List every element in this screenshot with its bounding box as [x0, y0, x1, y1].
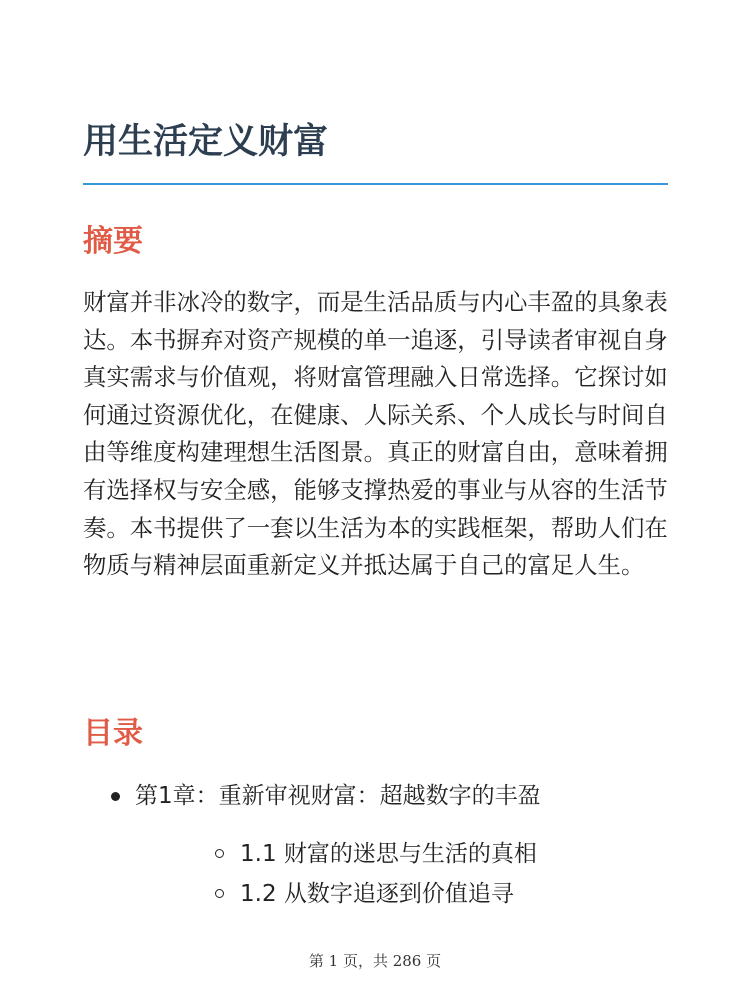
- toc-section-label: 1.1 财富的迷思与生活的真相: [240, 841, 537, 867]
- toc-heading: 目录: [83, 716, 143, 751]
- abstract-text: 财富并非冰冷的数字，而是生活品质与内心丰盈的具象表达。本书摒弃对资产规模的单一追逐，引导读者审视自身真实需求与价值观，将财富管理融入日常选择。它探讨如何通过资源优化，在健康、人际关系、个人成长与时间自由等维度构建理想生活图景。真正的财富自由，意味着拥有选择权与安全感，能够支撑热爱的事业与从容的生活节奏。本书提供了一套以生活为本的实践框架，帮助人们在物质与精神层面重新定义并抵达属于自己的富足人生。: [83, 288, 668, 580]
- toc-section-1-2: [135, 874, 668, 914]
- toc-chapter-label: 第1章：重新审视财富：超越数字的丰盈: [135, 783, 541, 809]
- toc-section-label: 1.2 从数字追逐到价值追寻: [240, 881, 514, 907]
- toc-chapter-1: [83, 776, 668, 914]
- toc-section-1-1: [135, 834, 668, 874]
- bullet-circle-icon: [215, 889, 224, 898]
- title-divider: [83, 183, 668, 185]
- bullet-circle-icon: [215, 849, 224, 858]
- toc-list: [83, 776, 668, 914]
- bullet-disc-icon: [111, 792, 120, 801]
- book-title: 用生活定义财富: [83, 122, 329, 162]
- page-footer: 第 1 页，共 286 页: [308, 952, 442, 970]
- abstract-heading: 摘要: [83, 224, 143, 259]
- toc-section-list: [135, 834, 668, 914]
